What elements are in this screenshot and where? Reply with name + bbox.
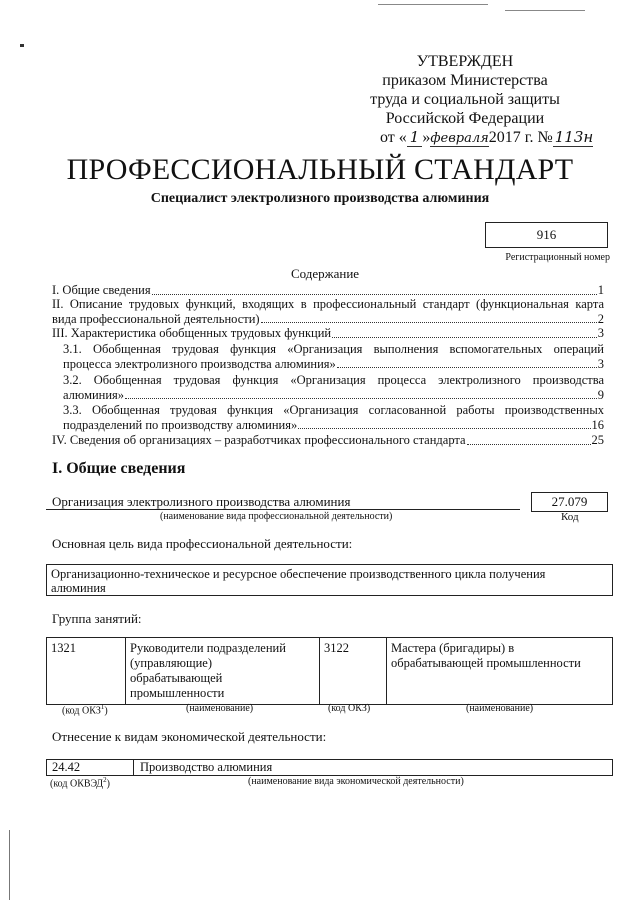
approval-line: Российской Федерации xyxy=(385,110,545,127)
toc-page: 16 xyxy=(591,417,604,432)
activity-name: Организация электролизного производства алюминия xyxy=(52,494,351,509)
order-number-handwritten: 113н xyxy=(554,128,594,146)
toc-page: 3 xyxy=(597,356,604,371)
okved-label: Отнесение к видам экономической деятельности: xyxy=(52,729,327,744)
document-title: ПРОФЕССИОНАЛЬНЫЙ СТАНДАРТ xyxy=(66,153,574,186)
date-year: 2017 г. № xyxy=(488,129,553,146)
toc-item[interactable]: 3.1. Обобщенная трудовая функция «Организация выполнения вспомогательных операций процесса электролизного производства алюминия» 3 xyxy=(63,342,604,371)
okved-row xyxy=(46,759,613,776)
occupation-name: Мастера (бригадиры) в обрабатывающей промышленности xyxy=(387,638,613,705)
toc-item[interactable]: 3.3. Обобщенная трудовая функция «Организация согласованной работы производственных подразделений по производству алюминия» 16 xyxy=(63,403,604,432)
date-month-handwritten: февраля xyxy=(430,131,489,146)
group-label: Группа занятий: xyxy=(52,611,142,626)
activity-code: 27.079 xyxy=(551,494,588,509)
occ-caption-name: (наименование) xyxy=(466,703,534,714)
goal-label: Основная цель вида профессиональной деятельности: xyxy=(52,536,353,551)
registration-number-box: 916 xyxy=(485,222,608,248)
date-day-handwritten: 1 xyxy=(407,128,423,147)
okved-code: 24.42 xyxy=(52,760,81,774)
date-mid: » xyxy=(422,129,431,146)
toc-item[interactable]: II. Описание трудовых функций, входящих в профессиональный стандарт (функциональная карта вида профессиональной деятельности) 2 xyxy=(52,297,604,326)
occ-caption-name: (наименование) xyxy=(186,703,254,714)
approval-line: приказом Министерства xyxy=(382,72,548,89)
approval-line: УТВЕРЖДЕН xyxy=(416,53,514,70)
okved-name: Производство алюминия xyxy=(140,760,273,774)
approval-block xyxy=(360,52,594,148)
occupation-code: 1321 xyxy=(47,638,126,705)
toc-item[interactable]: I. Общие сведения 1 xyxy=(52,283,604,297)
scan-artifact-margin-line xyxy=(9,830,10,900)
goal-text-line: Организационно-техническое и ресурсное обеспечение производственного цикла получения xyxy=(51,567,546,581)
registration-number-label: Регистрационный номер xyxy=(505,252,610,263)
date-prefix: от « xyxy=(380,129,407,146)
toc-heading: Содержание xyxy=(290,266,360,281)
table-row xyxy=(47,638,613,705)
section-heading: I. Общие сведения xyxy=(52,460,186,477)
toc-page: 1 xyxy=(597,283,604,297)
occupation-name: Руководители подразделений (управляющие) обрабатывающей промышленности xyxy=(126,638,320,705)
occ-caption-code: (код ОКЗ) xyxy=(328,703,371,714)
activity-code-box xyxy=(531,492,608,512)
approval-line: труда и социальной защиты xyxy=(370,91,560,108)
occ-caption-code: (код ОКЗ$^1$) xyxy=(62,703,108,717)
activity-underline xyxy=(46,509,520,510)
activity-caption: (наименование вида профессиональной деятельности) xyxy=(160,511,393,522)
scan-artifact-dot xyxy=(20,44,24,47)
toc-item[interactable]: 3.2. Обобщенная трудовая функция «Организация процесса электролизного производства алюминия» 9 xyxy=(63,373,604,402)
toc-page: 25 xyxy=(591,433,604,447)
toc-page: 2 xyxy=(597,311,604,326)
okved-divider xyxy=(133,759,134,775)
toc-page: 9 xyxy=(597,387,604,402)
occupation-table xyxy=(46,637,613,705)
approval-date-line xyxy=(380,128,594,148)
okved-caption-name: (наименование вида экономической деятельности) xyxy=(248,776,464,787)
activity-code-caption: Код xyxy=(561,511,579,523)
goal-box xyxy=(46,564,613,596)
okved-caption-code: (код ОКВЭД$^2$) xyxy=(50,776,110,790)
goal-text-line: алюминия xyxy=(51,581,106,595)
scan-artifact-line xyxy=(378,4,488,5)
occupation-code: 3122 xyxy=(320,638,387,705)
toc-item[interactable]: IV. Сведения об организациях – разработчиках профессионального стандарта 25 xyxy=(52,433,604,447)
document-subtitle: Специалист электролизного производства алюминия xyxy=(150,191,490,206)
toc-page: 3 xyxy=(597,326,604,340)
scan-artifact-line xyxy=(505,10,585,11)
toc-item[interactable]: III. Характеристика обобщенных трудовых функций 3 xyxy=(52,326,604,340)
